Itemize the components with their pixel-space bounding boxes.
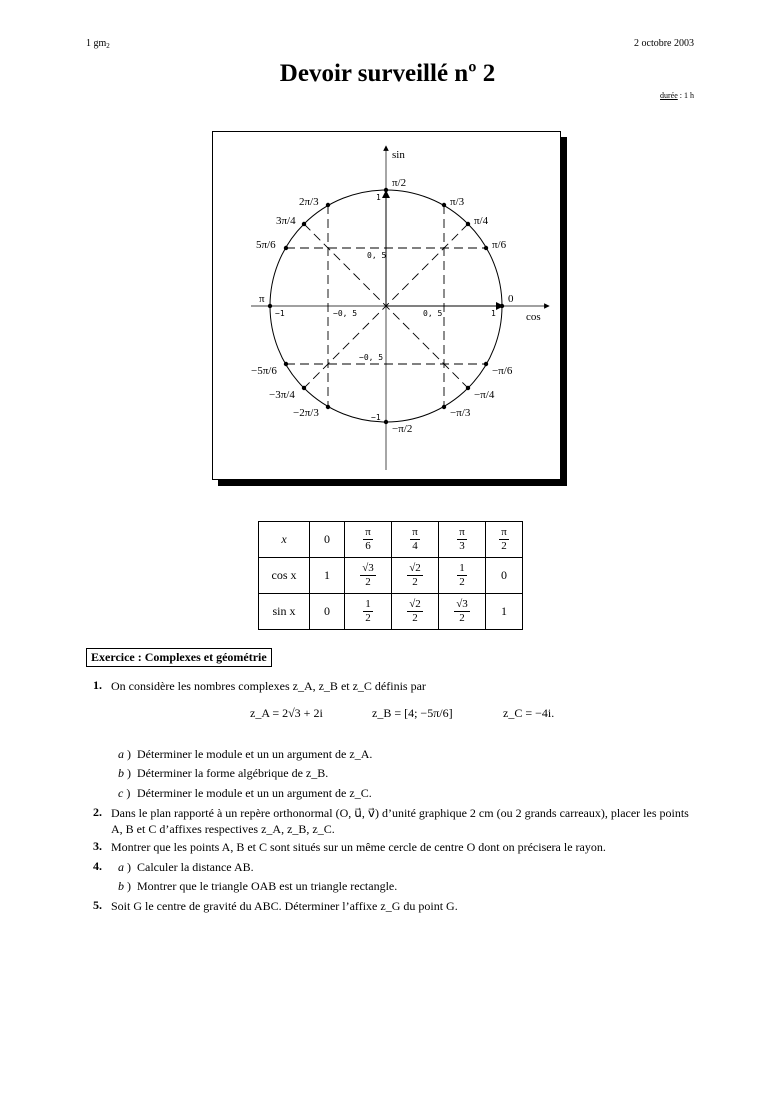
tick-label: −0, 5	[359, 353, 384, 362]
duration-label: durée : 1 h	[660, 91, 694, 100]
tick-label: 0, 5	[367, 251, 387, 260]
tick-label: 1	[376, 193, 381, 202]
question-2: Dans le plan rapporté à un repère orthonormal (O, u⃗, v⃗) d’unité graphique 2 cm (ou 2 grands carreaux), placer les points A, B et C d’affixes respectives z_A, z_B, z_C.	[111, 806, 689, 836]
tick-label: −1	[371, 413, 381, 422]
question-number: 5.	[93, 898, 102, 912]
question-1b-marker: b )	[118, 766, 131, 780]
tick-label: −1	[275, 309, 285, 318]
header-class-label: 1 $gm_2$	[86, 38, 110, 50]
question-1a-marker: a )	[118, 747, 131, 761]
angle-label: −2π/3	[293, 407, 319, 419]
tick-label: 1	[491, 309, 496, 318]
angle-label: 2π/3	[299, 196, 319, 208]
angle-label: 3π/4	[276, 215, 296, 227]
angle-label: −5π/6	[251, 365, 277, 377]
tick-label: −0, 5	[333, 309, 358, 318]
question-4a-marker: a )	[118, 860, 131, 874]
angle-label: −π/4	[474, 389, 495, 401]
angle-label: −3π/4	[269, 389, 295, 401]
axis-label-sin: sin	[392, 149, 405, 161]
angle-label: π/4	[474, 215, 489, 227]
tick-label: 0, 5	[423, 309, 443, 318]
table-row: cos x 1 $\frac{√3}{2}$ $\frac{√2}{2}$ $\frac{1}{2}$ 0	[259, 558, 523, 594]
angle-label: 5π/6	[256, 239, 276, 251]
formula-zB: z_B = [4; −5π/6]	[372, 706, 453, 720]
angle-label: π/3	[450, 196, 465, 208]
angle-label: π/6	[492, 239, 507, 251]
question-1c-marker: c )	[118, 786, 131, 800]
question-number: 3.	[93, 839, 102, 853]
angle-label: 0	[508, 293, 514, 305]
angle-label: −π/6	[492, 365, 513, 377]
trig-values-table	[258, 521, 523, 630]
question-1c: Déterminer le module et un un argument de z_C.	[137, 786, 372, 800]
trig-circle-svg	[213, 132, 560, 479]
axis-label-cos: cos	[526, 311, 541, 323]
question-1b: Déterminer la forme algébrique de z_B.	[137, 766, 329, 780]
question-4b: Montrer que le triangle OAB est un triangle rectangle.	[137, 879, 398, 893]
angle-label: −π/3	[450, 407, 471, 419]
question-4a: Calculer la distance AB.	[137, 860, 254, 874]
formula-zC: z_C = −4i.	[503, 706, 555, 720]
exercise-title: Exercice : Complexes et géométrie	[86, 648, 272, 667]
question-number: 1.	[93, 678, 102, 692]
question-4b-marker: b )	[118, 879, 131, 893]
table-row: x 0 $\frac{\pi}{6}$ $\frac{\pi}{4}$ $\frac{\pi}{3}$ $\frac{\pi}{2}$	[259, 522, 523, 558]
question-1a: Déterminer le module et un un argument de z_A.	[137, 747, 373, 761]
angle-label: −π/2	[392, 423, 413, 435]
trig-circle-figure	[212, 131, 561, 480]
question-number: 2.	[93, 805, 102, 819]
question-5: Soit G le centre de gravité du ABC. Déterminer l’affixe z_G du point G.	[111, 899, 458, 913]
angle-label: π	[259, 293, 265, 305]
header-date: 2 octobre 2003	[634, 38, 694, 49]
formula-zA: z_A = 2√3 + 2i	[250, 706, 323, 720]
page-title: Devoir surveillé nº 2	[279, 60, 496, 87]
angle-label: π/2	[392, 177, 407, 189]
question-1: On considère les nombres complexes z_A, z_B et z_C définis par	[111, 679, 426, 693]
question-number: 4.	[93, 859, 102, 873]
question-3: Montrer que les points A, B et C sont situés sur un même cercle de centre O dont on précisera le rayon.	[111, 840, 606, 854]
table-row: sin x 0 $\frac{1}{2}$ $\frac{√2}{2}$ $\frac{√3}{2}$ 1	[259, 594, 523, 630]
